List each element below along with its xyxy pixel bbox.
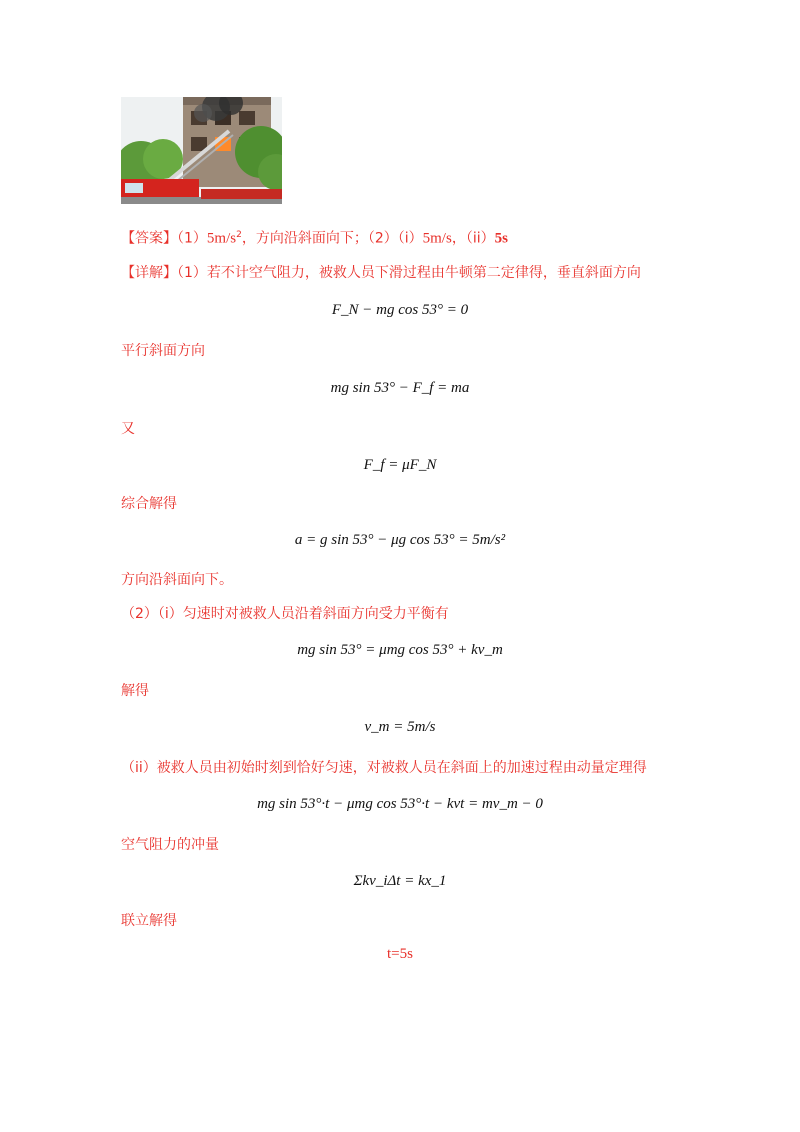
equation-5: mg sin 53° = μmg cos 53° + kv_m: [297, 642, 503, 658]
text-combine: 综合解得: [121, 496, 177, 512]
text-parallel: 平行斜面方向: [121, 343, 205, 359]
answer-separator: ，（ii）: [451, 230, 495, 247]
answer-label: 【答案】: [121, 230, 177, 247]
answer-direction: ，方向沿斜面向下；（2）（i）: [241, 230, 423, 247]
equation-6: v_m = 5m/s: [364, 719, 436, 735]
detail-line: [121, 264, 641, 282]
answer-value-1: 5m/s: [206, 230, 237, 247]
answer-line: [121, 226, 508, 248]
text-part2i: （2）（i）匀速时对被救人员沿着斜面方向受力平衡有: [121, 606, 449, 622]
fire-rescue-photo: [121, 97, 282, 204]
answer-value-1-exp: 2: [236, 230, 242, 240]
final-result: t=5s: [387, 946, 413, 962]
equation-8: Σkv_iΔt = kx_1: [353, 873, 447, 889]
text-solve: 解得: [121, 683, 149, 699]
answer-value-3: 5s: [494, 230, 508, 247]
text-part2ii: （ii）被救人员由初始时刻到恰好匀速，对被救人员在斜面上的加速过程由动量定理得: [121, 760, 647, 776]
equation-4: a = g sin 53° − μg cos 53° = 5m/s²: [294, 532, 506, 548]
equation-2: mg sin 53° − F_f = ma: [330, 380, 470, 396]
detail-intro: （1）若不计空气阻力，被救人员下滑过程由牛顿第二定律得，垂直斜面方向: [177, 265, 641, 281]
answer-value-2: 5m/s: [422, 230, 452, 247]
answer-part1: （1）: [177, 230, 207, 247]
text-impulse: 空气阻力的冲量: [121, 837, 219, 853]
equation-3: F_f = μF_N: [363, 457, 437, 473]
text-direction: 方向沿斜面向下。: [121, 572, 233, 588]
equation-1: F_N − mg cos 53° = 0: [331, 302, 469, 318]
detail-label: 【详解】: [121, 265, 177, 281]
equation-7: mg sin 53°·t − μmg cos 53°·t − kvt = mv_m − 0: [257, 796, 543, 812]
text-also: 又: [121, 421, 135, 437]
text-joint: 联立解得: [121, 913, 177, 929]
